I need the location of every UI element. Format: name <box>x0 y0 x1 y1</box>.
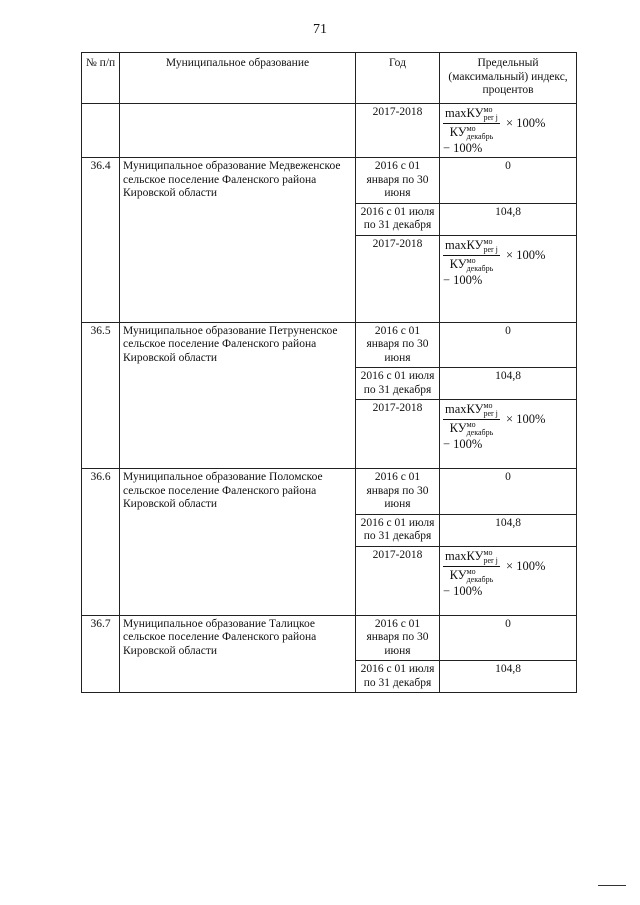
row-year: 2016 с 01 января по 30 июня <box>356 469 440 515</box>
row-municipality: Муниципальное образование Талицкое сельское поселение Фаленского района Кировской области <box>120 615 356 693</box>
table-row-continued <box>82 104 577 158</box>
row-index-value: 104,8 <box>440 368 577 400</box>
row-number: 36.5 <box>82 322 120 469</box>
formula-numerator: maxКУ мо per j <box>445 401 498 418</box>
formula-numerator: maxКУ мо per j <box>445 236 498 254</box>
formula-multiplier: × 100% <box>506 116 546 130</box>
formula-denominator: КУ мо декабрь <box>449 566 494 584</box>
row-index-value: 104,8 <box>440 514 577 546</box>
header-number: № п/п <box>82 53 120 104</box>
index-formula-expression <box>443 238 573 287</box>
row-year: 2017-2018 <box>356 104 440 158</box>
row-number: 36.7 <box>82 615 120 693</box>
formula-numerator: maxКУ мо per j <box>445 105 498 122</box>
formula-fraction <box>443 238 500 273</box>
table-row <box>82 615 577 661</box>
formula-fraction <box>443 549 500 584</box>
page-number: 71 <box>313 22 327 37</box>
row-year: 2016 с 01 июля по 31 декабря <box>356 203 440 235</box>
formula-minus: − 100% <box>443 437 483 451</box>
index-formula-expression <box>443 402 573 451</box>
index-formula <box>440 546 577 615</box>
row-index-value: 104,8 <box>440 203 577 235</box>
row-municipality: Муниципальное образование Медвеженское сельское поселение Фаленского района Кировской области <box>120 158 356 323</box>
row-index-value: 0 <box>440 322 577 368</box>
row-index-value: 0 <box>440 615 577 661</box>
row-year: 2016 с 01 июля по 31 декабря <box>356 661 440 693</box>
index-formula-expression <box>443 106 573 155</box>
formula-numerator: maxКУ мо per j <box>445 547 498 565</box>
row-index-value: 0 <box>440 158 577 204</box>
row-municipality: Муниципальное образование Поломское сельское поселение Фаленского района Кировской области <box>120 469 356 616</box>
formula-multiplier: × 100% <box>506 247 546 262</box>
row-municipality <box>120 104 356 158</box>
header-year: Год <box>356 53 440 104</box>
formula-denominator: КУ мо декабрь <box>449 255 494 273</box>
row-index-value: 0 <box>440 469 577 515</box>
row-year: 2016 с 01 января по 30 июня <box>356 615 440 661</box>
row-number: 36.4 <box>82 158 120 323</box>
formula-multiplier: × 100% <box>506 412 546 426</box>
formula-multiplier: × 100% <box>506 558 546 573</box>
municipal-index-table <box>81 52 577 693</box>
margin-mark <box>598 885 626 886</box>
row-year: 2016 с 01 января по 30 июня <box>356 322 440 368</box>
row-year: 2017-2018 <box>356 400 440 469</box>
row-year: 2017-2018 <box>356 235 440 322</box>
row-year: 2016 с 01 января по 30 июня <box>356 158 440 204</box>
header-index: Предельный (максимальный) индекс, процентов <box>440 53 577 104</box>
formula-fraction <box>443 106 500 141</box>
row-number: 36.6 <box>82 469 120 616</box>
index-formula-expression <box>443 549 573 598</box>
formula-fraction <box>443 402 500 437</box>
formula-minus: − 100% <box>443 141 483 155</box>
row-number <box>82 104 120 158</box>
table-row <box>82 322 577 368</box>
index-formula <box>440 235 577 322</box>
row-municipality: Муниципальное образование Петруненское сельское поселение Фаленского района Кировской области <box>120 322 356 469</box>
row-year: 2017-2018 <box>356 546 440 615</box>
formula-minus: − 100% <box>443 583 483 598</box>
table-header-row <box>82 53 577 104</box>
row-year: 2016 с 01 июля по 31 декабря <box>356 368 440 400</box>
index-formula <box>440 400 577 469</box>
table-row <box>82 158 577 204</box>
row-index-value: 104,8 <box>440 661 577 693</box>
formula-denominator: КУ мо декабрь <box>449 124 494 141</box>
header-municipality: Муниципальное образование <box>120 53 356 104</box>
table-row <box>82 469 577 515</box>
index-formula <box>440 104 577 158</box>
formula-minus: − 100% <box>443 272 483 287</box>
row-year: 2016 с 01 июля по 31 декабря <box>356 514 440 546</box>
formula-denominator: КУ мо декабрь <box>449 420 494 437</box>
